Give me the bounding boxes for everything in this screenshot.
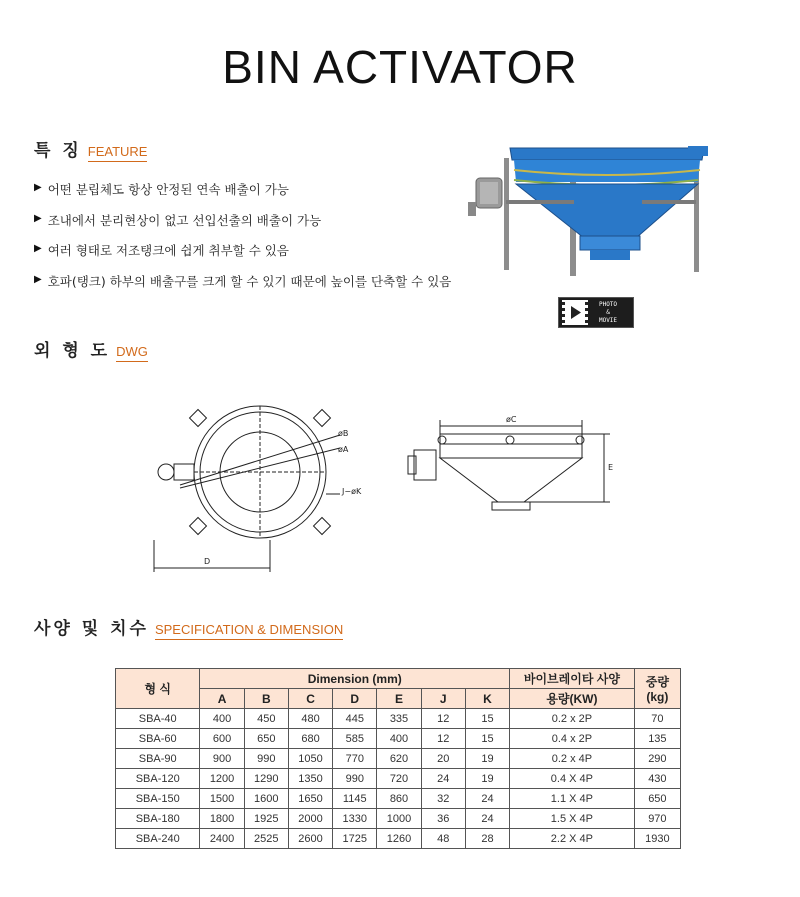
feature-list xyxy=(34,180,451,302)
bolt xyxy=(438,436,446,444)
cell-k: 15 xyxy=(465,709,509,729)
header-capacity: 용량(KW) xyxy=(510,689,635,709)
header-col-d: D xyxy=(333,689,377,709)
frame-leg xyxy=(504,158,509,270)
label-phi-b: øB xyxy=(338,429,349,438)
cell-e: 720 xyxy=(377,769,421,789)
triangle-right-icon: ▶ xyxy=(34,273,42,285)
feature-item-text: 여러 형태로 저조탱크에 쉽게 취부할 수 있음 xyxy=(47,243,289,258)
cell-b: 450 xyxy=(244,709,288,729)
cell-e: 620 xyxy=(377,749,421,769)
body-band xyxy=(514,160,700,182)
cell-a: 600 xyxy=(200,729,244,749)
cell-j: 20 xyxy=(421,749,465,769)
frame-bar xyxy=(506,200,574,204)
outline-drawing xyxy=(140,390,660,580)
feature-item xyxy=(34,211,451,242)
cell-kg: 290 xyxy=(634,749,680,769)
drawing-heading-ko: 외 형 도 xyxy=(34,341,111,361)
label-j-phi-k: J−øK xyxy=(342,487,362,496)
feature-item xyxy=(34,272,451,303)
cell-d: 1330 xyxy=(333,809,377,829)
cell-e: 335 xyxy=(377,709,421,729)
cell-e: 400 xyxy=(377,729,421,749)
spec-table xyxy=(115,668,681,849)
vibrator-motor-body xyxy=(480,182,498,204)
header-weight xyxy=(634,669,680,709)
motor-circle xyxy=(158,464,174,480)
feature-heading-en: FEATURE xyxy=(88,144,148,162)
label-phi-a: øA xyxy=(338,445,349,454)
cone xyxy=(516,184,698,238)
cell-j: 12 xyxy=(421,729,465,749)
page-title: BIN ACTIVATOR xyxy=(222,41,578,93)
cell-d: 770 xyxy=(333,749,377,769)
drawing-section-heading xyxy=(34,336,148,362)
mount-bracket xyxy=(190,518,207,535)
cell-d: 990 xyxy=(333,769,377,789)
cell-kw: 0.4 X 4P xyxy=(510,769,635,789)
spec-heading-ko: 사양 및 치수 xyxy=(34,619,149,639)
cell-e: 860 xyxy=(377,789,421,809)
label-e: E xyxy=(608,463,614,472)
cell-j: 48 xyxy=(421,829,465,849)
cell-k: 19 xyxy=(465,749,509,769)
motor-mount xyxy=(468,202,476,216)
cell-b: 650 xyxy=(244,729,288,749)
feature-heading-ko: 특 징 xyxy=(34,141,82,161)
cell-model: SBA-150 xyxy=(116,789,200,809)
cell-a: 2400 xyxy=(200,829,244,849)
header-weight-line1: 중량 xyxy=(645,675,669,689)
cell-d: 1145 xyxy=(333,789,377,809)
header-col-a: A xyxy=(200,689,244,709)
cell-kg: 1930 xyxy=(634,829,680,849)
table-row xyxy=(116,709,681,729)
cell-j: 32 xyxy=(421,789,465,809)
cell-d: 1725 xyxy=(333,829,377,849)
frame-bar xyxy=(642,200,696,204)
photo-movie-button[interactable] xyxy=(558,297,634,328)
side-motor-end xyxy=(408,456,416,474)
cell-k: 24 xyxy=(465,809,509,829)
header-dimension: Dimension (mm) xyxy=(200,669,510,689)
cell-a: 1200 xyxy=(200,769,244,789)
mount-bracket xyxy=(314,410,331,427)
top-rim xyxy=(510,148,704,160)
photo-movie-label: PHOTO & MOVIE xyxy=(598,300,618,324)
table-row xyxy=(116,769,681,789)
cell-k: 15 xyxy=(465,729,509,749)
cell-b: 1290 xyxy=(244,769,288,789)
cell-d: 585 xyxy=(333,729,377,749)
cell-kg: 430 xyxy=(634,769,680,789)
header-weight-line2: (kg) xyxy=(646,690,669,704)
feature-item-text: 조내에서 분리현상이 없고 선입선출의 배출이 가능 xyxy=(47,212,322,228)
cell-a: 1500 xyxy=(200,789,244,809)
cell-kw: 2.2 X 4P xyxy=(510,829,635,849)
bolt xyxy=(506,436,514,444)
cell-k: 24 xyxy=(465,789,509,809)
label-d: D xyxy=(204,557,211,566)
cell-j: 36 xyxy=(421,809,465,829)
film-play-icon xyxy=(562,300,588,325)
cell-kw: 0.4 x 2P xyxy=(510,729,635,749)
cell-kw: 1.5 X 4P xyxy=(510,809,635,829)
cell-kg: 970 xyxy=(634,809,680,829)
header-model: 형 식 xyxy=(116,669,200,709)
label-phi-c: øC xyxy=(506,415,517,424)
spec-section-heading xyxy=(34,614,343,640)
side-outlet xyxy=(492,502,530,510)
cell-b: 1925 xyxy=(244,809,288,829)
cell-kw: 0.2 x 4P xyxy=(510,749,635,769)
triangle-right-icon: ▶ xyxy=(34,243,42,254)
cell-model: SBA-180 xyxy=(116,809,200,829)
feature-item-text: 호파(탱크) 하부의 배출구를 크게 할 수 있기 때문에 높이를 단축할 수 있음 xyxy=(47,273,452,289)
table-row xyxy=(116,729,681,749)
cell-kg: 650 xyxy=(634,789,680,809)
motor-body xyxy=(174,464,194,480)
cell-k: 19 xyxy=(465,769,509,789)
cell-c: 1350 xyxy=(288,769,332,789)
cell-kg: 70 xyxy=(634,709,680,729)
header-col-k: K xyxy=(465,689,509,709)
cell-d: 445 xyxy=(333,709,377,729)
cell-kw: 1.1 X 4P xyxy=(510,789,635,809)
cell-b: 1600 xyxy=(244,789,288,809)
cell-c: 2600 xyxy=(288,829,332,849)
cell-kw: 0.2 x 2P xyxy=(510,709,635,729)
cell-a: 400 xyxy=(200,709,244,729)
header-col-e: E xyxy=(377,689,421,709)
outlet-flange xyxy=(580,236,640,250)
bracket xyxy=(688,146,708,156)
feature-item-text: 어떤 분립체도 항상 안정된 연속 배출이 가능 xyxy=(47,182,289,197)
cell-e: 1000 xyxy=(377,809,421,829)
cell-model: SBA-240 xyxy=(116,829,200,849)
table-row xyxy=(116,749,681,769)
side-body xyxy=(440,444,582,458)
feature-section-heading xyxy=(34,136,147,162)
cell-c: 680 xyxy=(288,729,332,749)
drawing-heading-en: DWG xyxy=(116,344,148,362)
cell-c: 1050 xyxy=(288,749,332,769)
cell-j: 12 xyxy=(421,709,465,729)
spec-heading-en: SPECIFICATION & DIMENSION xyxy=(155,622,343,640)
header-col-j: J xyxy=(421,689,465,709)
cell-b: 990 xyxy=(244,749,288,769)
cell-a: 900 xyxy=(200,749,244,769)
header-col-b: B xyxy=(244,689,288,709)
header-vibrator: 바이브레이타 사양 xyxy=(510,669,635,689)
cell-model: SBA-90 xyxy=(116,749,200,769)
side-cone xyxy=(440,458,582,502)
cell-j: 24 xyxy=(421,769,465,789)
cell-c: 1650 xyxy=(288,789,332,809)
cell-model: SBA-120 xyxy=(116,769,200,789)
cell-model: SBA-40 xyxy=(116,709,200,729)
table-row xyxy=(116,829,681,849)
header-col-c: C xyxy=(288,689,332,709)
mount-bracket xyxy=(190,410,207,427)
bolt xyxy=(576,436,584,444)
table-row xyxy=(116,809,681,829)
triangle-right-icon: ▶ xyxy=(34,182,42,193)
side-motor xyxy=(414,450,436,480)
product-photo xyxy=(466,140,732,280)
cell-b: 2525 xyxy=(244,829,288,849)
cell-e: 1260 xyxy=(377,829,421,849)
cell-c: 2000 xyxy=(288,809,332,829)
side-rim xyxy=(440,434,582,444)
feature-item xyxy=(34,180,451,211)
cell-k: 28 xyxy=(465,829,509,849)
cell-kg: 135 xyxy=(634,729,680,749)
mount-bracket xyxy=(314,518,331,535)
table-row xyxy=(116,789,681,809)
feature-item xyxy=(34,241,451,272)
cell-a: 1800 xyxy=(200,809,244,829)
cell-c: 480 xyxy=(288,709,332,729)
cell-model: SBA-60 xyxy=(116,729,200,749)
outlet xyxy=(590,250,630,260)
triangle-right-icon: ▶ xyxy=(34,212,42,224)
